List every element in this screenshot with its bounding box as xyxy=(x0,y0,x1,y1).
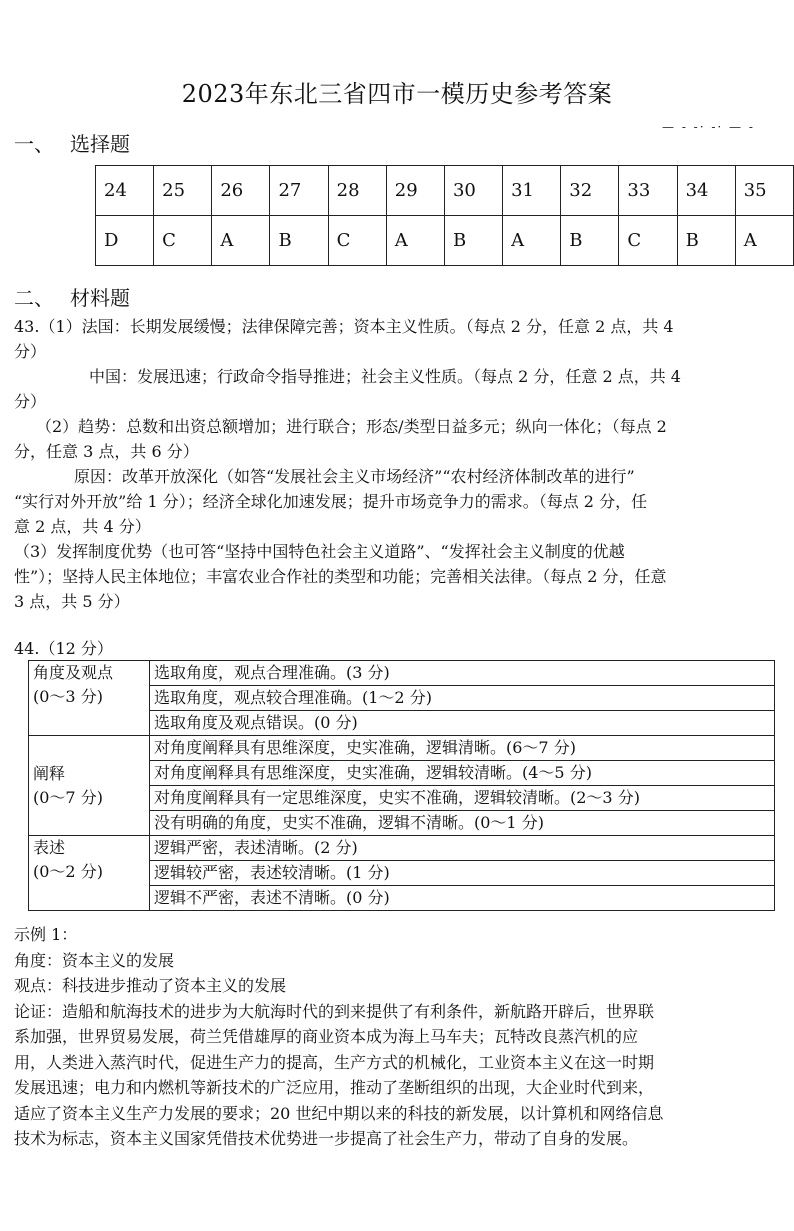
answer-letter: A xyxy=(735,216,793,266)
answer-line: 中国：发展迅速；行政命令指导推进；社会主义性质。（每点 2 分，任意 2 点，共 4 xyxy=(89,367,681,386)
answer-letter: B xyxy=(270,216,328,266)
answer-line: 3 点，共 5 分） xyxy=(14,592,130,611)
question-number: 30 xyxy=(444,166,502,216)
question-44-heading: 44.（12 分） xyxy=(14,639,113,658)
question-number: 24 xyxy=(96,166,154,216)
rubric-criterion: 逻辑较严密，表述较清晰。(1 分) xyxy=(150,861,775,886)
section-number: 一、 xyxy=(14,132,54,156)
question-number: 31 xyxy=(503,166,561,216)
scan-mark: — - -· -· — - xyxy=(662,120,755,134)
rubric-criterion: 对角度阐释具有思维深度，史实准确，逻辑较清晰。(4～5 分) xyxy=(150,761,775,786)
answer-letter: A xyxy=(503,216,561,266)
answer-line: “实行对外开放”给 1 分）；经济全球化加速发展；提升市场竞争力的需求。（每点 2 分，任 xyxy=(14,492,648,511)
section-label: 选择题 xyxy=(70,132,130,156)
question-number: 34 xyxy=(677,166,735,216)
answer-line: 分） xyxy=(14,342,47,361)
answer-letter: A xyxy=(212,216,270,266)
answer-letter: B xyxy=(561,216,619,266)
answer-letter: B xyxy=(677,216,735,266)
question-43-answer xyxy=(14,314,786,614)
rubric-category-expression xyxy=(29,836,150,911)
example-line: 用，人类进入蒸汽时代，促进生产力的提高，生产方式的机械化，工业资本主义在这一时期 xyxy=(14,1052,655,1072)
rubric-criterion: 对角度阐释具有思维深度，史实准确，逻辑清晰。(6～7 分) xyxy=(150,736,775,761)
question-number: 25 xyxy=(154,166,212,216)
answer-key-table xyxy=(95,165,794,266)
rubric-criterion: 选取角度，观点较合理准确。(1～2 分) xyxy=(150,686,775,711)
question-number: 33 xyxy=(619,166,677,216)
question-number: 26 xyxy=(212,166,270,216)
question-number-row xyxy=(96,166,794,216)
answer-line: 原因：改革开放深化（如答“发展社会主义市场经济”“农村经济体制改革的进行” xyxy=(74,467,635,486)
rubric-row xyxy=(29,836,775,861)
answer-line: 43.（1）法国：长期发展缓慢；法律保障完善；资本主义性质。（每点 2 分，任意 2 点，共 4 xyxy=(14,317,674,336)
category-score-range: (0～3 分) xyxy=(33,687,103,706)
rubric-category-explanation xyxy=(29,736,150,836)
category-name: 角度及观点 xyxy=(33,663,114,682)
question-number: 27 xyxy=(270,166,328,216)
example-line: 发展迅速；电力和内燃机等新技术的广泛应用，推动了垄断组织的出现，大企业时代到来， xyxy=(14,1078,655,1097)
section-label: 材料题 xyxy=(70,286,130,310)
example-line: 技术为标志，资本主义国家凭借技术优势进一步提高了社会生产力，带动了自身的发展。 xyxy=(14,1129,639,1148)
rubric-criterion: 逻辑不严密，表述不清晰。(0 分) xyxy=(150,886,775,911)
answer-line: 分，任意 3 点，共 6 分） xyxy=(14,442,199,461)
category-name: 表述 xyxy=(33,838,66,857)
example-line: 系加强，世界贸易发展，荷兰凭借雄厚的商业资本成为海上马车夫；瓦特改良蒸汽机的应 xyxy=(14,1027,639,1046)
rubric-row xyxy=(29,736,775,761)
answer-letter: C xyxy=(154,216,212,266)
rubric-row xyxy=(29,661,775,686)
section-material-heading xyxy=(14,282,130,311)
example-line: 观点：科技进步推动了资本主义的发展 xyxy=(14,976,287,995)
answer-line: （2）趋势：总数和出资总额增加；进行联合；形态/类型日益多元；纵向一体化；（每点 2 xyxy=(36,417,667,436)
answer-letter-row xyxy=(96,216,794,266)
answer-letter: C xyxy=(328,216,386,266)
answer-line: 意 2 点，共 4 分） xyxy=(14,517,151,536)
rubric-criterion: 逻辑严密，表述清晰。(2 分) xyxy=(150,836,775,861)
rubric-category-perspective xyxy=(29,661,150,736)
rubric-criterion: 选取角度，观点合理准确。(3 分) xyxy=(150,661,775,686)
example-line: 角度：资本主义的发展 xyxy=(14,950,175,970)
rubric-criterion: 对角度阐释具有一定思维深度，史实不准确，逻辑较清晰。(2～3 分) xyxy=(150,786,775,811)
answer-letter: A xyxy=(386,216,444,266)
example-line: 适应了资本主义生产力发展的要求；20 世纪中期以来的科技的新发展，以计算机和网络信息 xyxy=(14,1103,664,1123)
answer-letter: B xyxy=(444,216,502,266)
question-number: 32 xyxy=(561,166,619,216)
section-multiple-choice-heading xyxy=(14,128,130,157)
question-number: 29 xyxy=(386,166,444,216)
question-number: 35 xyxy=(735,166,793,216)
rubric-criterion: 选取角度及观点错误。(0 分) xyxy=(150,711,775,736)
example-answer xyxy=(14,922,790,1152)
category-score-range: (0～2 分) xyxy=(33,862,103,881)
example-line: 论证：造船和航海技术的进步为大航海时代的到来提供了有利条件，新航路开辟后，世界联 xyxy=(14,1001,655,1021)
rubric-criterion: 没有明确的角度，史实不准确，逻辑不清晰。(0～1 分) xyxy=(150,811,775,836)
scoring-rubric-table xyxy=(28,660,775,911)
question-number: 28 xyxy=(328,166,386,216)
answer-letter: D xyxy=(96,216,154,266)
answer-letter: C xyxy=(619,216,677,266)
category-name: 阐释 xyxy=(33,763,66,783)
answer-line: 分） xyxy=(14,392,47,411)
section-number: 二、 xyxy=(14,286,54,310)
page-title: 2023年东北三省四市一模历史参考答案 xyxy=(181,80,613,108)
answer-line: 性”）；坚持人民主体地位；丰富农业合作社的类型和功能；完善相关法律。（每点 2 分，任意 xyxy=(14,567,667,586)
category-score-range: (0～7 分) xyxy=(33,787,103,807)
answer-line: （3）发挥制度优势（也可答“坚持中国特色社会主义道路”、“发挥社会主义制度的优越 xyxy=(14,542,625,561)
example-line: 示例 1： xyxy=(14,925,78,944)
